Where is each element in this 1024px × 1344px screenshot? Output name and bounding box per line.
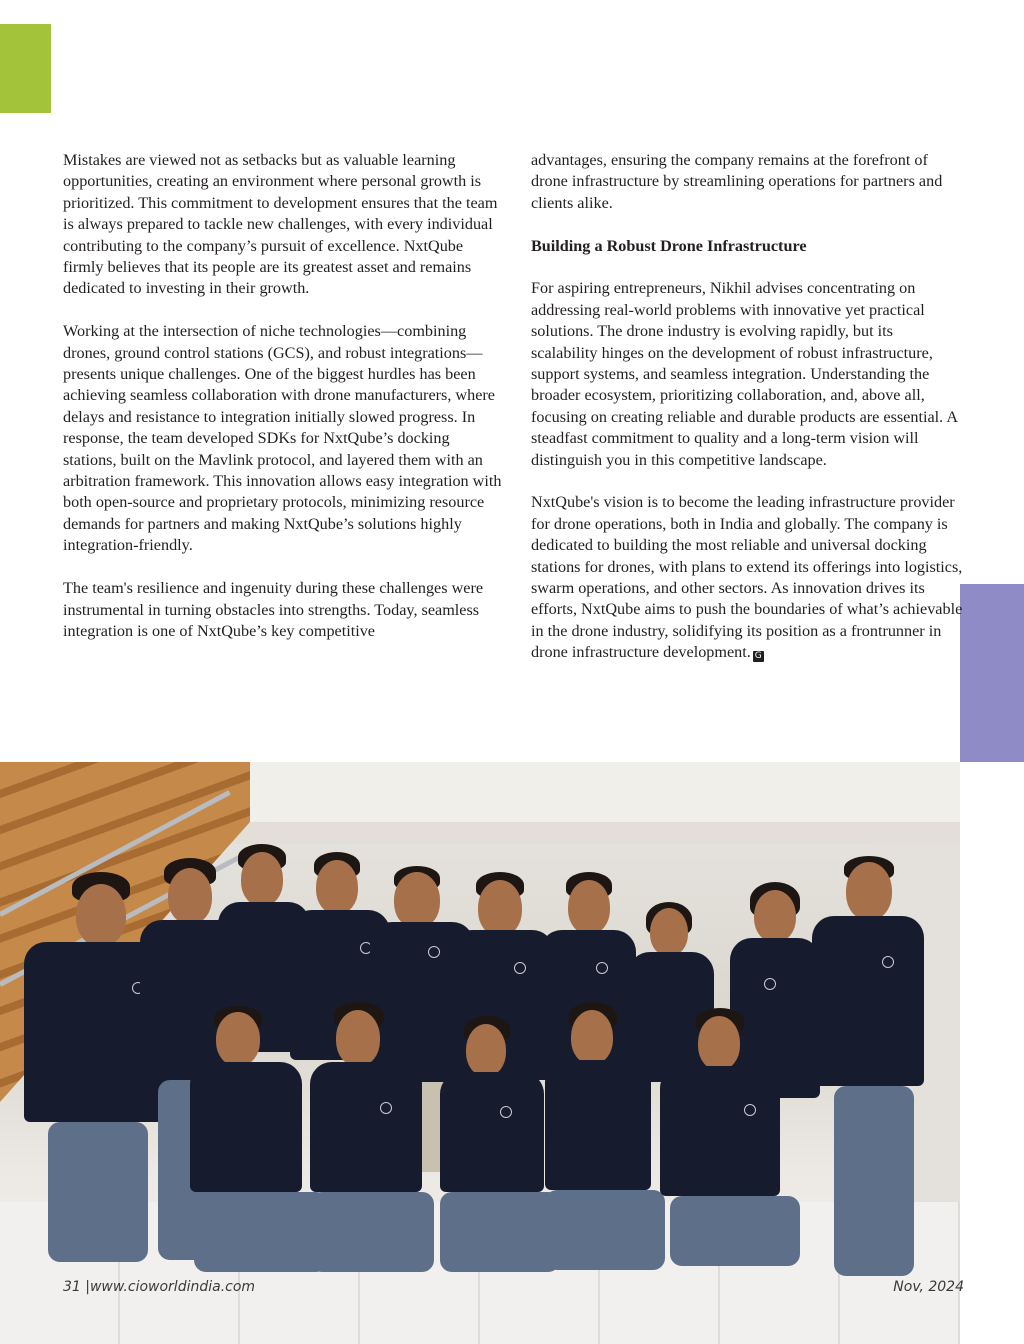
paragraph: The team's resilience and ingenuity during these challenges were instrumental in turning obstacles into strengths. Today, seamless integration is one of NxtQube’s key competitive [63,579,484,640]
paragraph-text: NxtQube's vision is to become the leading infrastructure provider for drone operations, both in India and globally. The company is dedicated to building the most reliable and universal docking stations for drones, with plans to extend its offerings into logistics, swarm operations, and other sectors. As innovation drives its efforts, NxtQube aims to push the boundaries of what’s achievable in the drone industry, solidifying its position as a frontrunner in drone infrastructure development. [531,493,963,662]
photo-ceiling [230,762,960,822]
end-of-article-icon: G [753,651,764,662]
paragraph: advantages, ensuring the company remains at the forefront of drone infrastructure by streamlining operations for partners and clients alike. [531,151,943,212]
section-heading: Building a Robust Drone Infrastructure [531,236,807,255]
right-column [531,150,963,685]
left-column [63,150,503,664]
issue-date: Nov, 2024 [893,1279,964,1295]
paragraph [531,492,963,663]
purple-accent-bar [960,584,1024,762]
green-accent-bar [0,24,51,113]
paragraph: For aspiring entrepreneurs, Nikhil advises concentrating on addressing real-world problems with innovative yet practical solutions. The drone industry is evolving rapidly, but its scalability hinges on the development of robust infrastructure, support systems, and seamless integration. Understanding the broader ecosystem, prioritizing collaboration, and, above all, focusing on creating reliable and durable products are essential. A steadfast commitment to quality and a long-term vision will distinguish you in this competitive landscape. [531,279,958,469]
photo-beam [230,822,960,844]
paragraph: Working at the intersection of niche technologies—combining drones, ground control stations (GCS), and robust integrations—presents unique challenges. One of the biggest hurdles has been achieving seamless collaboration with drone manufacturers, where delays and resistance to integration initially slowed progress. In response, the team developed SDKs for NxtQube’s docking stations, built on the Mavlink protocol, and layered them with an arbitration framework. This innovation allows easy integration with both open-source and proprietary protocols, minimizing resource demands for partners and making NxtQube’s solutions highly integration-friendly. [63,322,502,555]
team-photo [0,762,960,1344]
page-number-and-website: 31 |www.cioworldindia.com [63,1279,256,1295]
paragraph: Mistakes are viewed not as setbacks but as valuable learning opportunities, creating an environment where personal growth is prioritized. This commitment to development ensures that the team is always prepared to tackle new challenges, with every individual contributing to the company’s pursuit of excellence. NxtQube firmly believes that its people are its greatest asset and remains dedicated to investing in their growth. [63,151,498,298]
